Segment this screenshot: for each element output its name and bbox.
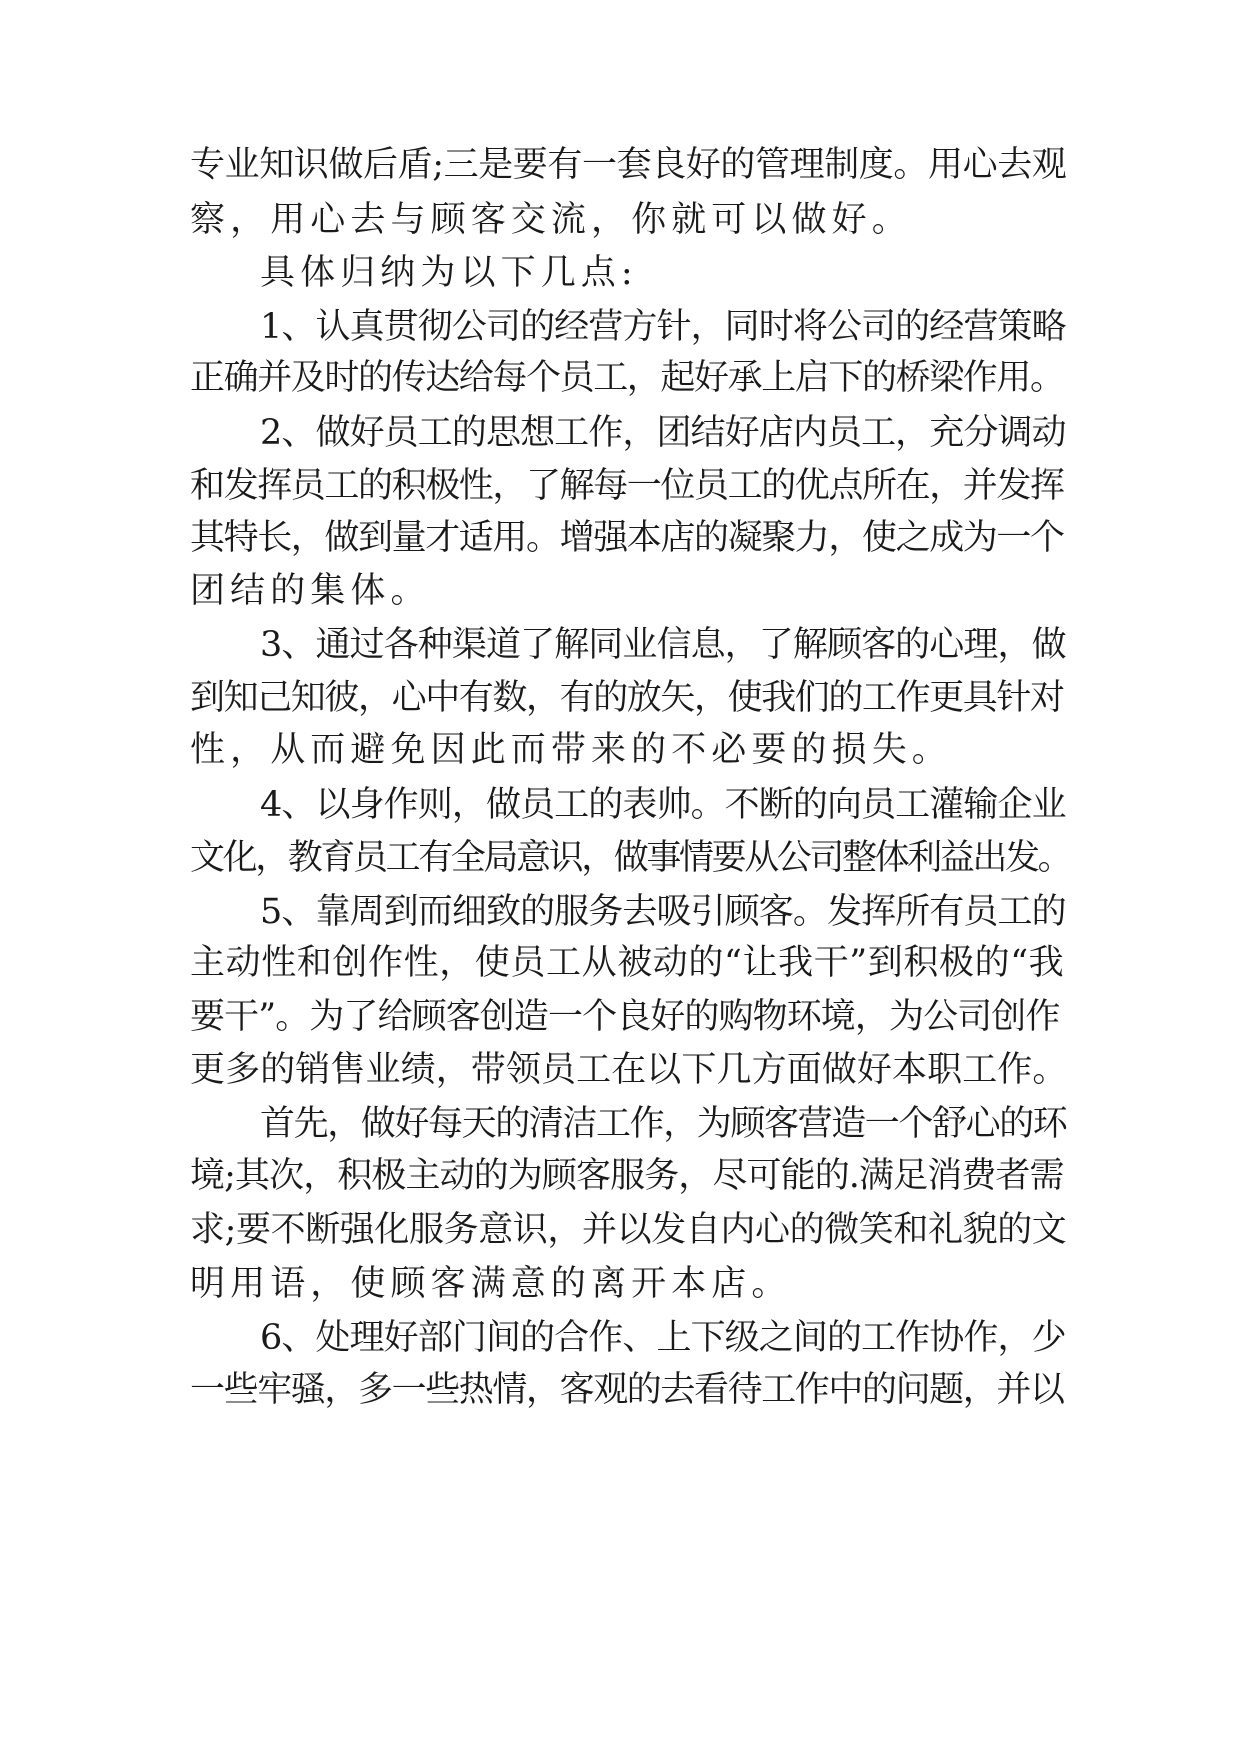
text-line: 4、以身作则，做员工的表帅。不断的向员工灌输企业 [260, 785, 1066, 825]
text-line: 具体归纳为以下几点: [260, 253, 638, 293]
text-line: 更多的销售业绩，带领员工在以下几方面做好本职工作。 [190, 1050, 1068, 1090]
text-line: 正确并及时的传达给每个员工，起好承上启下的桥梁作用。 [190, 358, 1064, 398]
text-line: 到知己知彼，心中有数，有的放矢，使我们的工作更具针对 [190, 678, 1064, 718]
text-line: 求;要不断强化服务意识，并以发自内心的微笑和礼貌的文 [190, 1210, 1067, 1250]
text-line: 3、通过各种渠道了解同业信息，了解顾客的心理，做 [260, 625, 1066, 665]
text-line: 境;其次，积极主动的为顾客服务，尽可能的.满足消费者需 [190, 1156, 1064, 1196]
text-line: 其特长，做到量才适用。增强本店的凝聚力，使之成为一个 [190, 518, 1064, 558]
text-line: 专业知识做后盾;三是要有一套良好的管理制度。用心去观 [190, 145, 1067, 185]
text-line: 首先，做好每天的清洁工作，为顾客营造一个舒心的环 [260, 1104, 1067, 1144]
text-line: 性，从而避免因此而带来的不必要的损失。 [190, 730, 952, 770]
text-line: 文化，教育员工有全局意识，做事情要从公司整体利益出发。 [190, 838, 1071, 878]
text-line: 和发挥员工的积极性，了解每一位员工的优点所在，并发挥 [190, 466, 1064, 506]
text-line: 主动性和创作性，使员工从被动的“让我干”到积极的“我 [190, 943, 1065, 983]
text-line: 要干”。为了给顾客创造一个良好的购物环境，为公司创作 [190, 997, 1060, 1037]
text-line: 明用语，使顾客满意的离开本店。 [190, 1264, 792, 1304]
text-line: 团结的集体。 [190, 571, 431, 611]
text-line: 6、处理好部门间的合作、上下级之间的工作协作，少 [260, 1318, 1066, 1358]
text-line: 5、靠周到而细致的服务去吸引顾客。发挥所有员工的 [260, 892, 1066, 932]
text-line: 一些牢骚，多一些热情，客观的去看待工作中的问题，并以 [190, 1370, 1064, 1410]
text-line: 察，用心去与顾客交流，你就可以做好。 [190, 200, 912, 240]
text-line: 2、做好员工的思想工作，团结好店内员工，充分调动 [260, 413, 1066, 453]
text-line: 1、认真贯彻公司的经营方针，同时将公司的经营策略 [260, 307, 1066, 347]
